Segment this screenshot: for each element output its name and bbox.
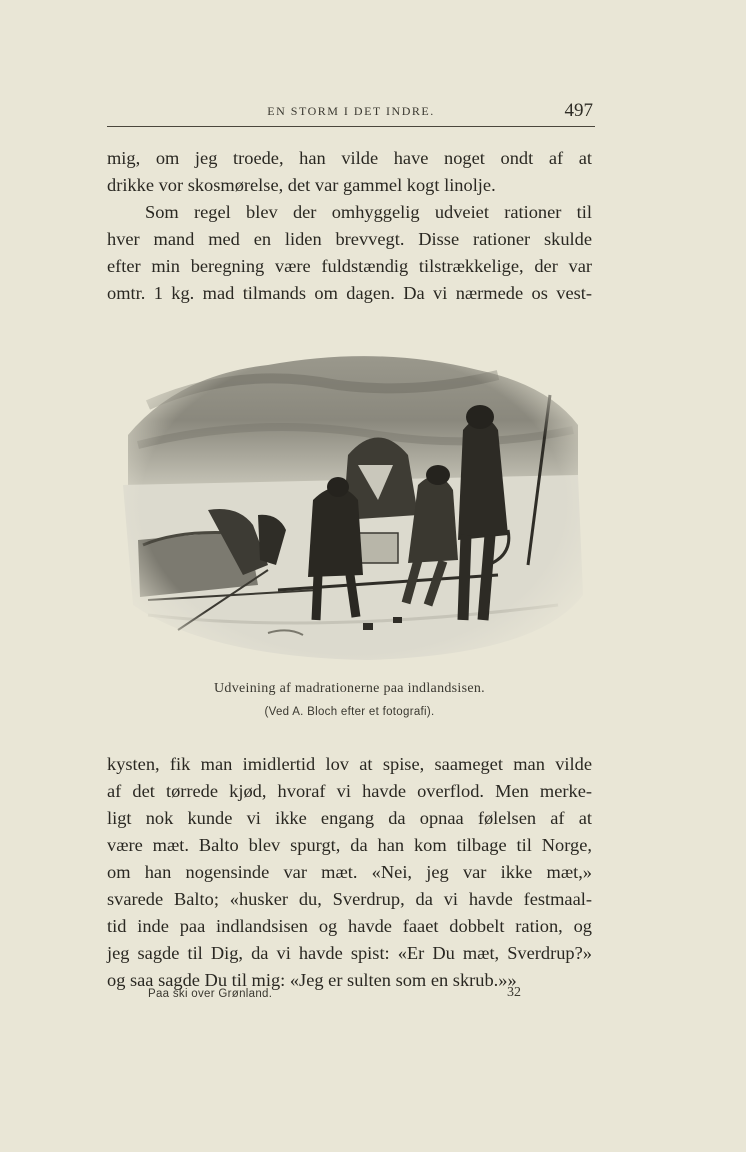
paragraph-3 — [107, 751, 592, 994]
text-line: hver mand med en liden brevvegt. Disse rationer skulde — [107, 229, 592, 249]
text-line: ligt nok kunde vi ikke engang da opnaa følelsen af at — [107, 808, 592, 828]
figure-credit: (Ved A. Bloch efter et fotografi). — [264, 706, 435, 718]
paragraph-1 — [107, 145, 592, 199]
text-line: kysten, fik man imidlertid lov at spise, saameget man vilde — [107, 754, 592, 774]
text-line: tid inde paa indlandsisen og havde faaet dobbelt ration, og — [107, 916, 592, 936]
page-number: 497 — [564, 100, 593, 121]
text-line: mig, om jeg troede, han vilde have noget ondt af at — [107, 148, 592, 168]
text-line: efter min beregning være fuldstændig tilstrækkelige, der var — [107, 256, 592, 276]
figure-caption: Udveining af madrationerne paa indlandsisen. — [214, 681, 485, 696]
paragraph-2 — [107, 199, 592, 307]
text-line: drikke vor skosmørelse, det var gammel kogt linolje. — [107, 175, 496, 195]
sheet-number: 32 — [507, 985, 521, 1000]
text-line: omtr. 1 kg. mad tilmands om dagen. Da vi nærmede os vest- — [107, 283, 592, 303]
text-line: Som regel blev der omhyggelig udveiet rationer til — [145, 202, 592, 222]
running-title: EN STORM I DET INDRE. — [267, 104, 435, 118]
text-line: svarede Balto; «husker du, Sverdrup, da vi havde festmaal- — [107, 889, 592, 909]
text-line: jeg sagde til Dig, da vi havde spist: «Er Du mæt, Sverdrup?» — [107, 943, 592, 963]
running-head — [107, 100, 595, 127]
text-line: af det tørrede kjød, hvoraf vi havde overflod. Men merke- — [107, 781, 592, 801]
expedition-illustration — [118, 335, 588, 670]
text-line: og saa sagde Du til mig: «Jeg er sulten som en skrub.»» — [107, 970, 517, 990]
text-line: være mæt. Balto blev spurgt, da han kom tilbage til Norge, — [107, 835, 592, 855]
printer-signature: Paa ski over Grønland. — [148, 988, 273, 1000]
text-line: om han nogensinde var mæt. «Nei, jeg var ikke mæt,» — [107, 862, 592, 882]
